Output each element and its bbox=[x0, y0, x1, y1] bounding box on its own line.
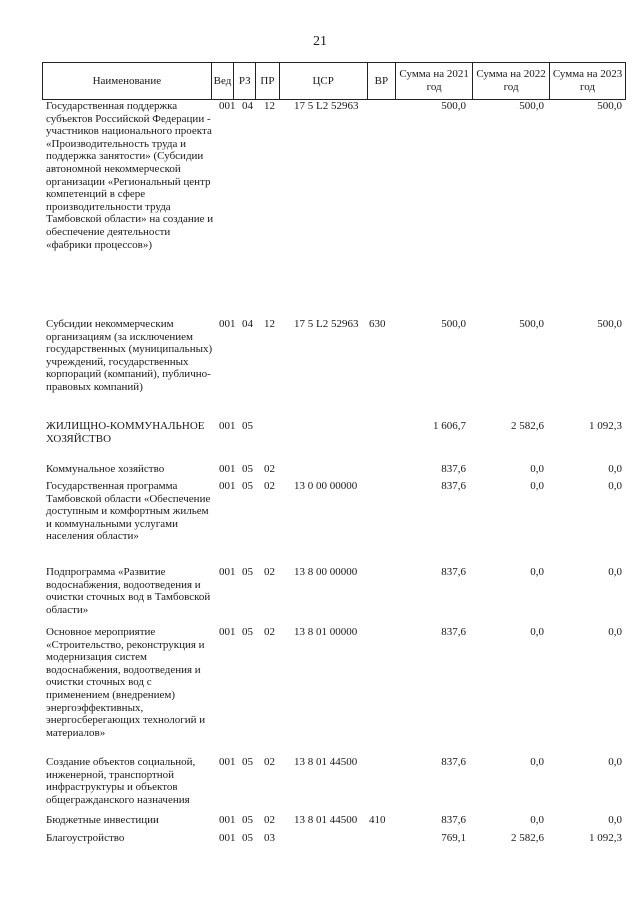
header-pr: ПР bbox=[256, 63, 280, 99]
row-ved: 001 bbox=[219, 420, 236, 432]
header-name: Наименование bbox=[43, 63, 212, 99]
row-csr: 17 5 L2 52963 bbox=[294, 318, 359, 330]
row-ved: 001 bbox=[219, 480, 236, 492]
header-sum-2023: Сумма на 2023 год bbox=[552, 68, 623, 93]
row-pr: 02 bbox=[264, 463, 275, 475]
row-pr: 12 bbox=[264, 100, 275, 112]
row-vr: 630 bbox=[369, 318, 386, 330]
row-name: Создание объектов социальной, инженерной, транспортной инфраструктуры и объектов общегражданского назначения bbox=[46, 756, 196, 806]
row-ved: 001 bbox=[219, 814, 236, 826]
row-vr: 410 bbox=[369, 814, 386, 826]
row-name: Основное мероприятие «Строительство, реконструкция и модернизация систем водоснабжения, водоотведения и очистки сточных вод с применением (внедрением) энергоэффективных, энергосберегающих технологий и материалов» bbox=[46, 626, 206, 739]
header-sum-2022: Сумма на 2022 год bbox=[473, 63, 550, 99]
row-csr: 13 8 00 00000 bbox=[294, 566, 358, 578]
row-sum-2023: 500,0 bbox=[597, 100, 622, 112]
row-csr: 13 8 01 44500 bbox=[294, 814, 358, 826]
row-sum-2022: 0,0 bbox=[530, 756, 544, 768]
row-sum-2021: 769,1 bbox=[441, 832, 466, 844]
row-sum-2023: 0,0 bbox=[608, 480, 622, 492]
row-sum-2022: 500,0 bbox=[519, 100, 544, 112]
row-rz: 05 bbox=[242, 832, 253, 844]
row-ved: 001 bbox=[219, 566, 236, 578]
row-sum-2023: 500,0 bbox=[597, 318, 622, 330]
row-sum-2021: 837,6 bbox=[441, 626, 466, 638]
row-sum-2023: 0,0 bbox=[608, 566, 622, 578]
row-pr: 02 bbox=[264, 756, 275, 768]
header-rz: РЗ bbox=[234, 63, 256, 99]
header-vr: ВР bbox=[368, 63, 397, 99]
row-name: Бюджетные инвестиции bbox=[46, 814, 159, 826]
row-rz: 05 bbox=[242, 480, 253, 492]
row-sum-2023: 0,0 bbox=[608, 814, 622, 826]
row-ved: 001 bbox=[219, 100, 236, 112]
row-rz: 05 bbox=[242, 756, 253, 768]
row-rz: 05 bbox=[242, 420, 253, 432]
row-pr: 03 bbox=[264, 832, 275, 844]
row-ved: 001 bbox=[219, 463, 236, 475]
row-sum-2022: 0,0 bbox=[530, 626, 544, 638]
row-sum-2022: 0,0 bbox=[530, 480, 544, 492]
row-name: Государственная программа Тамбовской области «Обеспечение доступным и комфортным жильем и коммунальными услугами населения области» bbox=[46, 480, 211, 543]
row-csr: 13 8 01 44500 bbox=[294, 756, 358, 768]
row-sum-2023: 0,0 bbox=[608, 756, 622, 768]
row-ved: 001 bbox=[219, 626, 236, 638]
header-sum-2021: Сумма на 2021 год bbox=[396, 63, 473, 99]
header-csr: ЦСР bbox=[280, 63, 368, 99]
table-header bbox=[42, 62, 626, 100]
row-csr: 17 5 L2 52963 bbox=[294, 100, 359, 112]
row-ved: 001 bbox=[219, 318, 236, 330]
row-csr: 13 8 01 00000 bbox=[294, 626, 358, 638]
header-ved: Вед bbox=[212, 63, 235, 99]
row-sum-2023: 0,0 bbox=[608, 626, 622, 638]
row-csr: 13 0 00 00000 bbox=[294, 480, 358, 492]
row-sum-2022: 2 582,6 bbox=[511, 832, 544, 844]
row-sum-2022: 0,0 bbox=[530, 463, 544, 475]
row-sum-2021: 837,6 bbox=[441, 480, 466, 492]
row-pr: 02 bbox=[264, 480, 275, 492]
row-rz: 05 bbox=[242, 814, 253, 826]
row-rz: 05 bbox=[242, 463, 253, 475]
row-sum-2021: 837,6 bbox=[441, 756, 466, 768]
row-sum-2021: 837,6 bbox=[441, 566, 466, 578]
row-ved: 001 bbox=[219, 756, 236, 768]
row-sum-2023: 1 092,3 bbox=[589, 832, 622, 844]
row-name: Благоустройство bbox=[46, 832, 125, 844]
row-sum-2022: 0,0 bbox=[530, 566, 544, 578]
row-sum-2022: 0,0 bbox=[530, 814, 544, 826]
row-sum-2021: 500,0 bbox=[441, 318, 466, 330]
row-pr: 02 bbox=[264, 566, 275, 578]
row-pr: 12 bbox=[264, 318, 275, 330]
row-sum-2022: 2 582,6 bbox=[511, 420, 544, 432]
row-sum-2022: 500,0 bbox=[519, 318, 544, 330]
row-sum-2021: 837,6 bbox=[441, 463, 466, 475]
row-sum-2021: 1 606,7 bbox=[433, 420, 466, 432]
row-pr: 02 bbox=[264, 626, 275, 638]
row-rz: 04 bbox=[242, 318, 253, 330]
row-sum-2023: 0,0 bbox=[608, 463, 622, 475]
row-name: Коммунальное хозяйство bbox=[46, 463, 165, 475]
row-rz: 04 bbox=[242, 100, 253, 112]
row-name: Государственная поддержка субъектов Российской Федерации - участников национального проекта «Производительность труда и поддержка занятости» (Субсидии автономной некоммерческой организации «Региональный центр компетенций в сфере производительности труда Тамбовской области» на создание и обеспечение деятельности «фабрики процессов») bbox=[46, 100, 214, 251]
row-name: ЖИЛИЩНО-КОММУНАЛЬНОЕ ХОЗЯЙСТВО bbox=[46, 420, 205, 445]
row-rz: 05 bbox=[242, 626, 253, 638]
row-ved: 001 bbox=[219, 832, 236, 844]
row-name: Субсидии некоммерческим организациям (за исключением государственных (муниципальных) учреждений, государственных корпораций (компаний), публично-правовых компаний) bbox=[46, 318, 213, 393]
row-pr: 02 bbox=[264, 814, 275, 826]
row-sum-2021: 837,6 bbox=[441, 814, 466, 826]
row-rz: 05 bbox=[242, 566, 253, 578]
row-sum-2023: 1 092,3 bbox=[589, 420, 622, 432]
row-name: Подпрограмма «Развитие водоснабжения, водоотведения и очистки сточных вод в Тамбовской области» bbox=[46, 566, 211, 616]
page-number: 21 bbox=[313, 34, 327, 49]
row-sum-2021: 500,0 bbox=[441, 100, 466, 112]
